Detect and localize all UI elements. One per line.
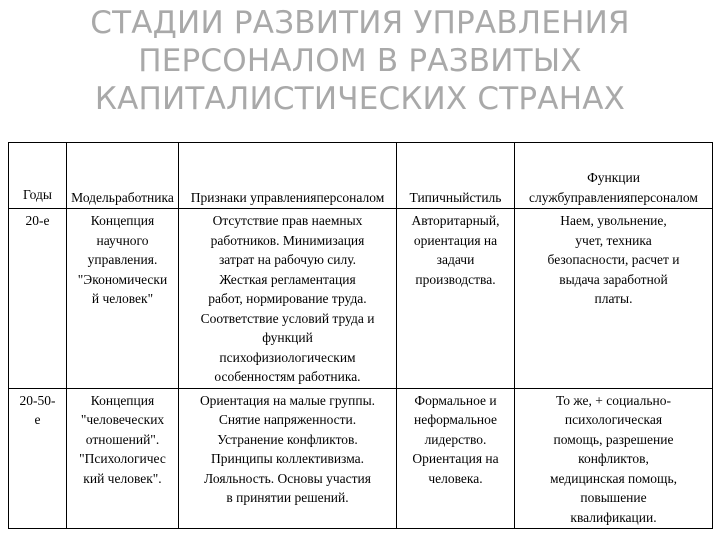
title-line: СТАДИИ РАЗВИТИЯ УПРАВЛЕНИЯ <box>90 5 630 41</box>
cell-text-line: управления. <box>87 252 158 267</box>
table-row <box>9 388 713 529</box>
cell-text-line: работников. Минимизация <box>210 232 365 248</box>
cell-text-line: "Психологичес <box>79 451 166 466</box>
cell-typical-style <box>397 388 515 529</box>
cell-text-line: Ориентация на малые группы. <box>199 392 376 408</box>
header-worker-model <box>67 143 179 209</box>
cell-text-line: конфликтов, <box>578 451 649 466</box>
cell-text-line: Соответствие условий труда и <box>200 310 375 326</box>
cell-text-line: е <box>34 412 41 427</box>
cell-text-line: Годы <box>23 186 52 202</box>
cell-worker-model <box>67 209 179 389</box>
cell-management-features <box>179 388 397 529</box>
cell-text-line: работника <box>114 189 174 205</box>
cell-text-line: платы. <box>594 291 633 306</box>
cell-text-line: Устранение конфликтов. <box>217 431 358 447</box>
cell-years <box>9 209 67 389</box>
cell-text-line: в принятии решений. <box>226 490 349 505</box>
table-row <box>9 209 713 389</box>
cell-text-line: психофизиологическим <box>219 349 356 365</box>
cell-text-line: Принципы коллективизма. <box>210 451 365 466</box>
cell-text-line: Функции служб <box>529 170 640 205</box>
cell-text-line: задачи <box>436 252 475 267</box>
cell-text-line: помощь, разрешение <box>553 431 674 447</box>
cell-text-line: "Экономически <box>77 271 168 287</box>
cell-service-functions <box>515 388 713 529</box>
cell-text-line: квалификации. <box>570 509 657 525</box>
cell-text-line: й человек" <box>91 291 154 306</box>
slide-title <box>0 4 720 118</box>
cell-text-line: затрат на рабочую силу. <box>218 252 357 267</box>
cell-text-line: функций <box>262 330 313 345</box>
cell-text-line: лидерство. <box>424 431 487 447</box>
header-typical-style <box>397 143 515 209</box>
cell-text-line: персоналом <box>630 189 698 205</box>
cell-text-line: человека. <box>428 470 483 486</box>
title-line: ПЕРСОНАЛОМ В РАЗВИТЫХ <box>138 43 582 79</box>
cell-text-line: учет, техника <box>575 232 652 248</box>
cell-text-line: 20-е <box>25 213 50 228</box>
cell-text-line: Снятие напряженности. <box>218 412 357 427</box>
header-management-features <box>179 143 397 209</box>
cell-text-line: кий человек". <box>83 470 162 486</box>
cell-text-line: управления <box>563 189 631 205</box>
cell-text-line: стиль <box>469 189 502 205</box>
cell-text-line: Лояльность. Основы участия <box>204 470 371 486</box>
cell-text-line: "человеческих <box>80 412 165 427</box>
title-line: КАПИТАЛИСТИЧЕСКИХ СТРАНАХ <box>94 81 626 117</box>
cell-text-line: Авторитарный, <box>411 213 500 228</box>
cell-text-line: отношений". <box>85 431 160 447</box>
cell-text-line: безопасности, расчет и <box>547 252 680 267</box>
cell-text-line: 20-50- <box>19 392 56 408</box>
cell-text-line: научного <box>96 232 149 248</box>
cell-text-line: Концепция <box>90 213 155 228</box>
cell-text-line: особенностям работника. <box>214 369 361 384</box>
stages-table <box>8 142 713 529</box>
header-years <box>9 143 67 209</box>
cell-text-line: Жесткая регламентация <box>219 271 356 287</box>
cell-management-features <box>179 209 397 389</box>
cell-years <box>9 388 67 529</box>
cell-text-line: выдача заработной <box>559 271 668 287</box>
cell-text-line: Типичный <box>409 189 470 205</box>
cell-text-line: неформальное <box>413 412 497 427</box>
cell-text-line: Концепция <box>90 392 155 408</box>
cell-text-line: психологическая <box>564 412 663 427</box>
cell-text-line: Отсутствие прав наемных <box>212 213 363 228</box>
table-header-row <box>9 143 713 209</box>
cell-typical-style <box>397 209 515 389</box>
cell-worker-model <box>67 388 179 529</box>
cell-service-functions <box>515 209 713 389</box>
cell-text-line: работ, нормирование труда. <box>208 291 367 306</box>
cell-text-line: ориентация на <box>413 232 498 248</box>
cell-text-line: То же, + социально- <box>556 392 671 408</box>
cell-text-line: производства. <box>415 271 496 287</box>
cell-text-line: медицинская помощь, <box>550 470 677 486</box>
cell-text-line: Модель <box>71 189 115 205</box>
header-service-functions <box>515 143 713 209</box>
cell-text-line: персоналом <box>316 189 385 205</box>
cell-text-line: повышение <box>580 490 647 505</box>
cell-text-line: Признаки управления <box>190 189 317 205</box>
cell-text-line: Ориентация на <box>412 451 499 466</box>
cell-text-line: Наем, увольнение, <box>560 213 667 228</box>
cell-text-line: Формальное и <box>414 392 497 408</box>
